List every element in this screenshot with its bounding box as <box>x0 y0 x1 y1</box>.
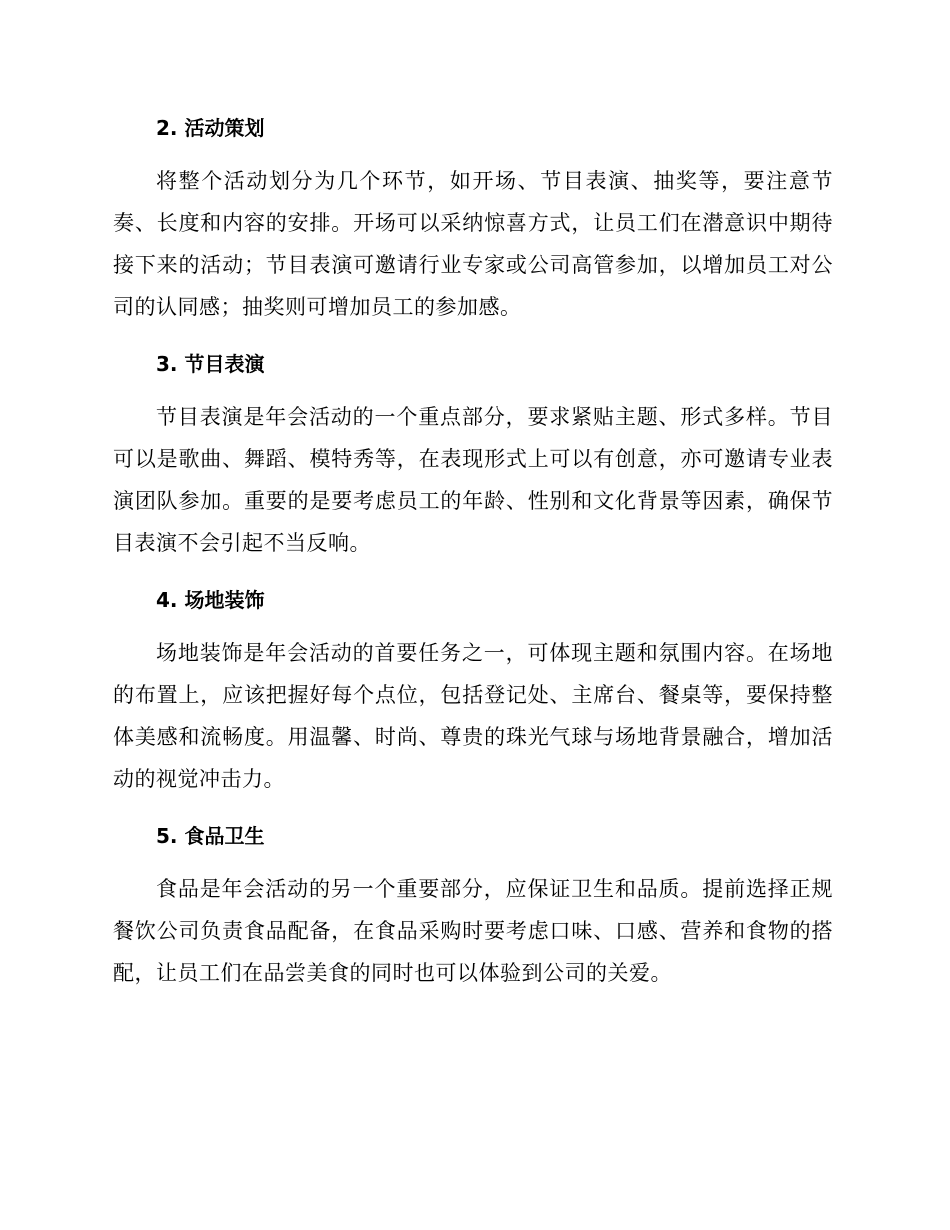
section-heading: 2. 活动策划 <box>156 116 265 140</box>
section-heading: 3. 节目表演 <box>156 352 265 376</box>
section-heading: 4. 场地装饰 <box>156 588 265 612</box>
section-heading: 5. 食品卫生 <box>156 824 265 848</box>
section-venue-decoration <box>113 580 833 816</box>
section-paragraph: 食品是年会活动的另一个重要部分，应保证卫生和品质。提前选择正规餐饮公司负责食品配备，在食品采购时要考虑口味、口感、营养和食物的搭配，让员工们在品尝美食的同时也可以体验到公司的关爱。 <box>113 877 833 985</box>
section-program-performance <box>113 344 833 580</box>
document-content <box>113 108 833 994</box>
section-paragraph: 场地装饰是年会活动的首要任务之一，可体现主题和氛围内容。在场地的布置上，应该把握好每个点位，包括登记处、主席台、餐桌等，要保持整体美感和流畅度。用温馨、时尚、尊贵的珠光气球与场地背景融合，增加活动的视觉冲击力。 <box>113 641 833 791</box>
section-paragraph: 节目表演是年会活动的一个重点部分，要求紧贴主题、形式多样。节目可以是歌曲、舞蹈、模特秀等，在表现形式上可以有创意，亦可邀请专业表演团队参加。重要的是要考虑员工的年龄、性别和文化背景等因素，确保节目表演不会引起不当反响。 <box>113 405 833 555</box>
section-food-hygiene <box>113 816 833 994</box>
section-paragraph: 将整个活动划分为几个环节，如开场、节目表演、抽奖等，要注意节奏、长度和内容的安排。开场可以采纳惊喜方式，让员工们在潜意识中期待接下来的活动；节目表演可邀请行业专家或公司高管参加，以增加员工对公司的认同感；抽奖则可增加员工的参加感。 <box>113 169 833 319</box>
section-activity-planning <box>113 108 833 344</box>
